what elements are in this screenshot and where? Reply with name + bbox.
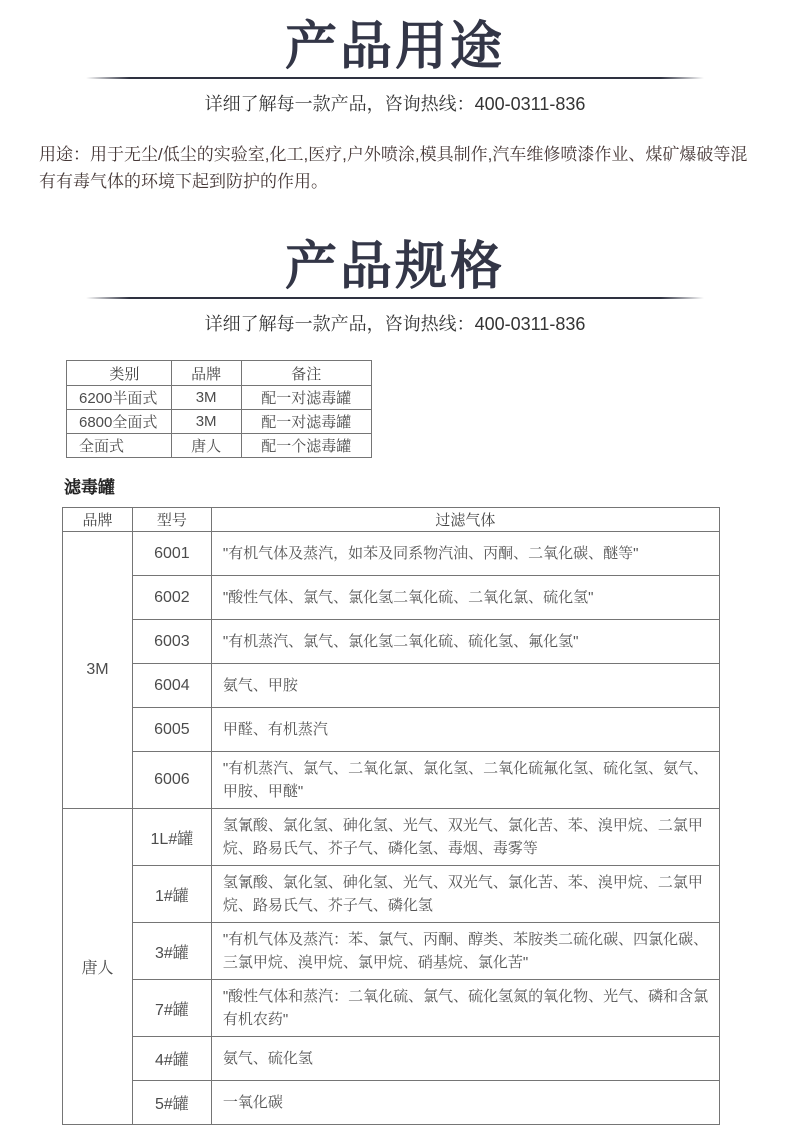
cell-brand: 唐人 [171,434,241,458]
table-header-row [63,508,720,532]
brand-cell-tangren: 唐人 [63,809,133,1125]
cartridge-heading: 滤毒罐 [64,478,115,497]
cartridge-table [62,507,720,1125]
table-row [63,980,720,1037]
mask-spec-table [66,360,372,458]
cell-type: 全面式 [67,434,172,458]
table-row [63,1081,720,1125]
product-detail-page [0,18,790,1113]
cell-type: 6200半面式 [67,386,172,410]
gases-cell: "有机气体及蒸汽，如苯及同系物汽油、丙酮、二氧化碳、醚等" [211,532,719,576]
model-cell: 4#罐 [132,1037,211,1081]
cell-note: 配一对滤毒罐 [241,386,372,410]
spec-section-header [0,238,790,336]
usage-paragraph: 用途：用于无尘/低尘的实验室,化工,医疗,户外喷涂,模具制作,汽车维修喷漆作业、煤矿爆破等混有有毒气体的环境下起到防护的作用。 [39,145,748,191]
model-cell: 7#罐 [132,980,211,1037]
cell-note: 配一个滤毒罐 [241,434,372,458]
model-cell: 1L#罐 [132,809,211,866]
header-cell-model: 型号 [132,508,211,532]
table-row [67,434,372,458]
table-header-row [67,361,372,386]
usage-hotline-subtitle: 详细了解每一款产品，咨询热线：400-0311-836 [204,94,586,114]
spec-hotline-subtitle: 详细了解每一款产品，咨询热线：400-0311-836 [204,314,586,334]
model-cell: 5#罐 [132,1081,211,1125]
table-row [63,809,720,866]
spec-section-title: 产品规格 [284,238,505,296]
model-cell: 6004 [132,664,211,708]
model-cell: 3#罐 [132,923,211,980]
gases-cell: "有机蒸汽、氯气、氯化氢二氧化硫、硫化氢、氟化氢" [211,620,719,664]
table-row [63,866,720,923]
table-row [63,923,720,980]
gases-cell: 氢氰酸、氯化氢、砷化氢、光气、双光气、氯化苦、苯、溴甲烷、二氯甲烷、路易氏气、芥子气、磷化氢、毒烟、毒雾等 [211,809,719,866]
model-cell: 6005 [132,708,211,752]
cell-brand: 3M [171,410,241,434]
table-row [63,620,720,664]
cell-brand: 3M [171,386,241,410]
model-cell: 6003 [132,620,211,664]
header-cell-type: 类别 [67,361,172,386]
header-cell-brand: 品牌 [171,361,241,386]
table-row [67,386,372,410]
model-cell: 1#罐 [132,866,211,923]
cell-note: 配一对滤毒罐 [241,410,372,434]
gases-cell: "酸性气体和蒸汽：二氧化硫、氯气、硫化氢氮的氧化物、光气、磷和含氯有机农药" [211,980,719,1037]
gases-cell: 氨气、硫化氢 [211,1037,719,1081]
table-row [67,410,372,434]
gases-cell: "有机蒸汽、氯气、二氧化氯、氯化氢、二氧化硫氟化氢、硫化氢、氨气、甲胺、甲醚" [211,752,719,809]
title-divider [86,297,704,299]
header-cell-gases: 过滤气体 [211,508,719,532]
model-cell: 6001 [132,532,211,576]
gases-cell: 一氧化碳 [211,1081,719,1125]
gases-cell: "酸性气体、氯气、氯化氢二氧化硫、二氧化氯、硫化氢" [211,576,719,620]
usage-section-header [0,18,790,116]
gases-cell: 氨气、甲胺 [211,664,719,708]
table-row [63,752,720,809]
header-cell-brand: 品牌 [63,508,133,532]
title-divider [86,77,704,79]
model-cell: 6006 [132,752,211,809]
table-row [63,1037,720,1081]
brand-cell-3m: 3M [63,532,133,809]
gases-cell: 甲醛、有机蒸汽 [211,708,719,752]
usage-section-title: 产品用途 [284,18,505,76]
table-row [63,532,720,576]
model-cell: 6002 [132,576,211,620]
table-row [63,664,720,708]
table-row [63,708,720,752]
table-row [63,576,720,620]
gases-cell: "有机气体及蒸汽：苯、氯气、丙酮、醇类、苯胺类二硫化碳、四氯化碳、三氯甲烷、溴甲烷、氯甲烷、硝基烷、氯化苦" [211,923,719,980]
header-cell-note: 备注 [241,361,372,386]
cell-type: 6800全面式 [67,410,172,434]
gases-cell: 氢氰酸、氯化氢、砷化氢、光气、双光气、氯化苦、苯、溴甲烷、二氯甲烷、路易氏气、芥子气、磷化氢 [211,866,719,923]
